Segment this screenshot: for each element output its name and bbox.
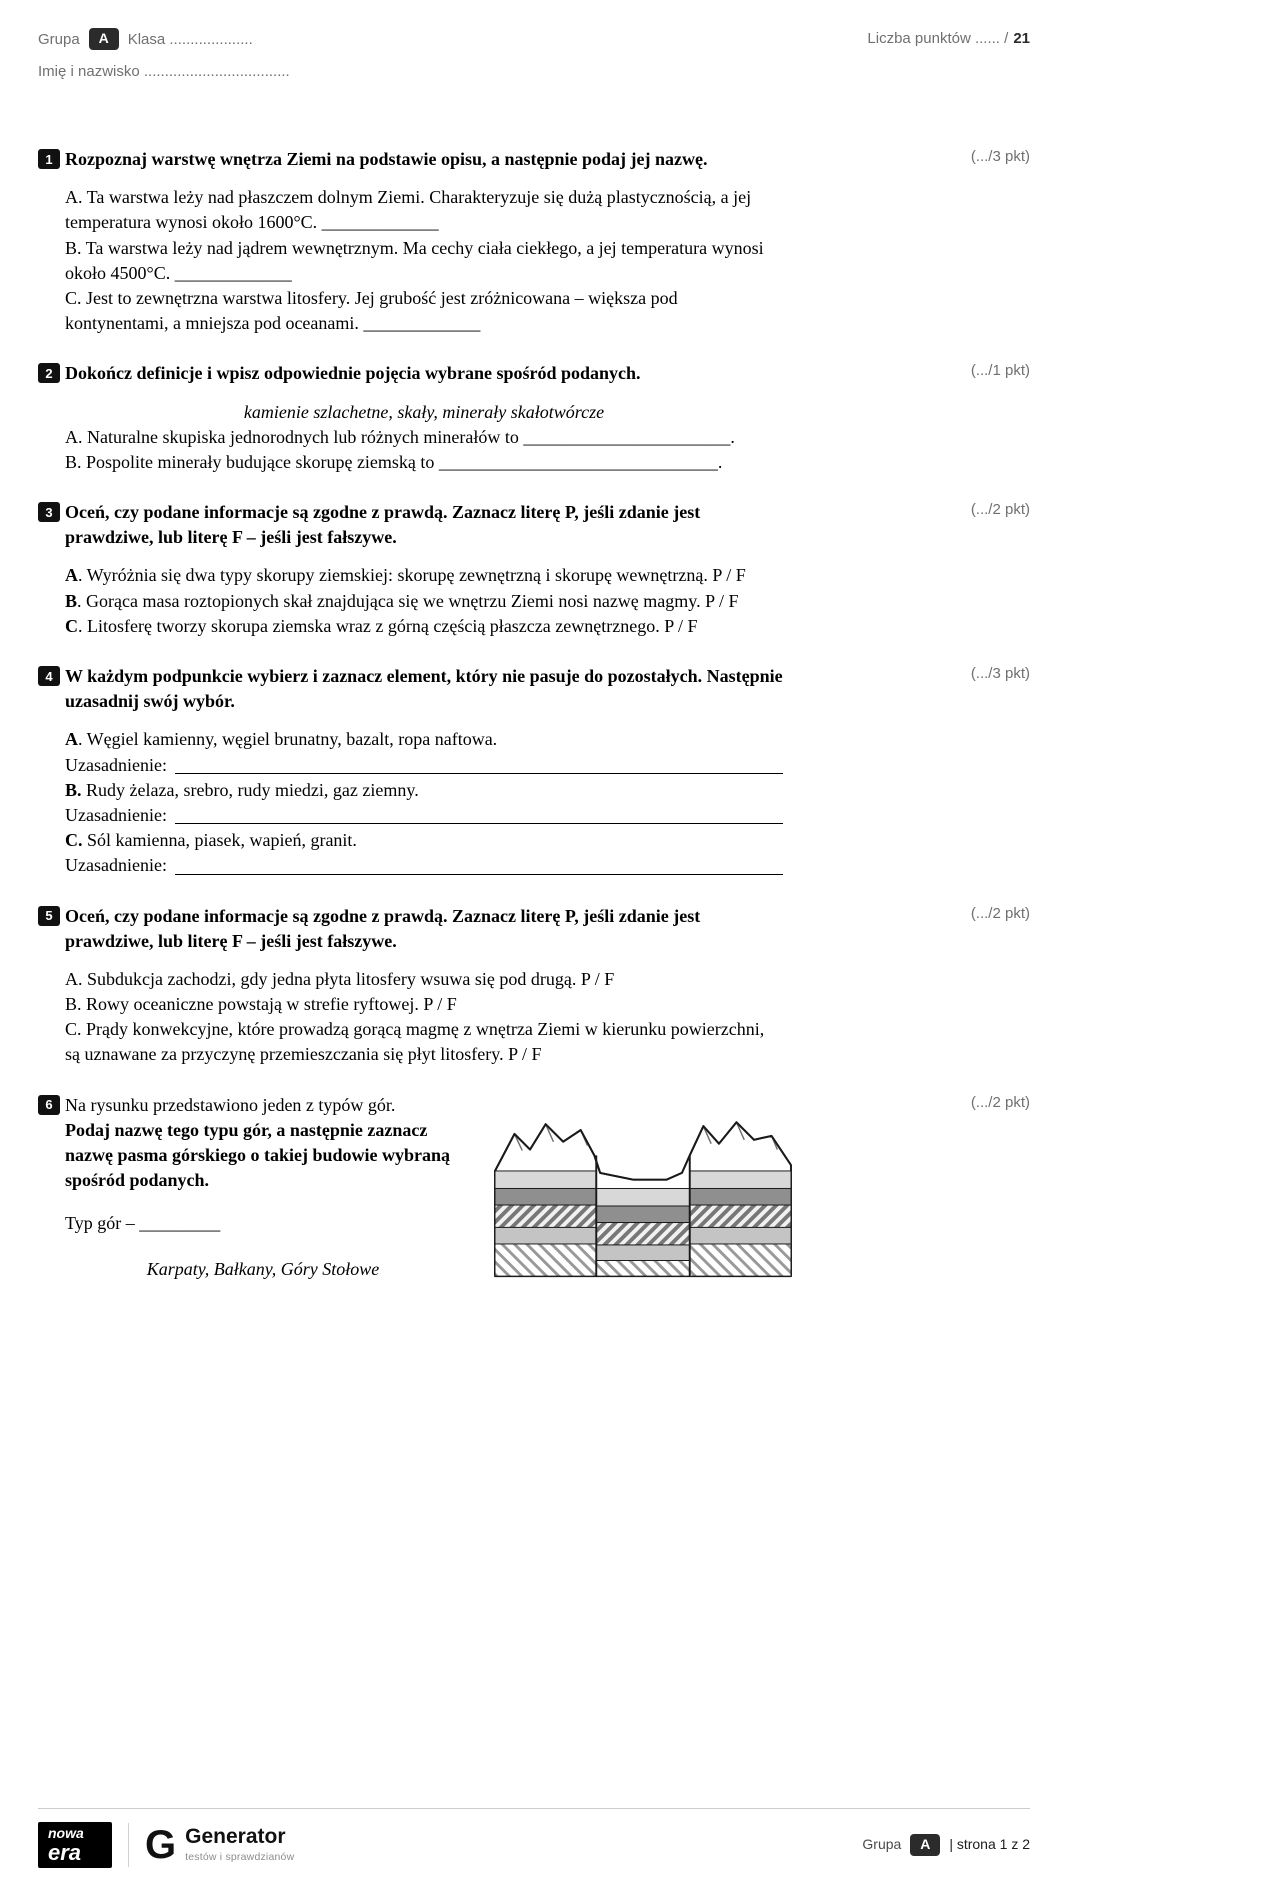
question-3-points: (.../2 pkt) [970, 501, 1030, 519]
generator-name: Generator [185, 1824, 286, 1848]
name-blank: Imię i nazwisko ................................... [38, 63, 290, 80]
q4-letter-c: C. [65, 830, 83, 851]
q4-text-c: Sól kamienna, piasek, wapień, granit. [82, 830, 357, 851]
q3-statement-c [65, 614, 783, 639]
question-3-number-badge: 3 [38, 502, 60, 522]
q4-justification-b [65, 803, 783, 828]
question-4 [38, 664, 1030, 879]
class-blank: Klasa .................... [127, 30, 253, 48]
q2-item-a: A. Naturalne skupiska jednorodnych lub różnych minerałów to _______________________. [65, 426, 735, 447]
header-left [38, 28, 290, 93]
question-6-points: (.../2 pkt) [970, 1093, 1030, 1111]
q2-item-b: B. Pospolite minerały budujące skorupę ziemską to _______________________________. [65, 451, 723, 472]
q3-letter-a: A [65, 565, 78, 586]
q4-item-b [65, 778, 783, 803]
question-5-number-badge: 5 [38, 906, 60, 926]
question-1-body [65, 185, 783, 336]
q4-text-a: . Węgiel kamienny, węgiel brunatny, bazalt, ropa naftowa. [78, 729, 498, 750]
q3-letter-b: B [65, 590, 78, 611]
mountain-diagram-image [487, 1095, 799, 1280]
question-6 [38, 1093, 1030, 1287]
generator-g-icon: G [145, 1823, 177, 1867]
q3-letter-c: C [65, 615, 78, 636]
footer-group-label: Grupa [862, 1836, 902, 1853]
generator-logo-text [185, 1826, 294, 1865]
question-5 [38, 904, 1030, 1068]
justification-label: Uzasadnienie: [65, 804, 167, 825]
q6-answer-blank: Typ gór – _________ [65, 1213, 221, 1234]
question-3 [38, 500, 1030, 639]
question-3-body [65, 563, 783, 639]
question-1-number-badge: 1 [38, 149, 60, 169]
answer-line [175, 823, 783, 824]
question-1-points: (.../3 pkt) [970, 148, 1030, 165]
q3-text-c: . Litosferę tworzy skorupa ziemska wraz z górną częścią płaszcza zewnętrznego. P / F [78, 615, 698, 636]
q4-justification-c [65, 853, 783, 878]
q4-letter-b: B. [65, 779, 82, 800]
footer-divider [128, 1823, 129, 1867]
q3-text-a: . Wyróżnia się dwa typy skorupy ziemskiej: skorupę zewnętrzną i skorupę wewnętrzną. P / F [78, 565, 746, 586]
question-6-body [65, 1093, 1030, 1287]
q5-statement-c: C. Prądy konwekcyjne, które prowadzą gorącą magmę z wnętrza Ziemi w kierunku powierzchni, są uznawane za przyczynę przemieszczania się płyt litosfery. P / F [65, 1019, 765, 1065]
q3-text-b: . Gorąca masa roztopionych skał znajdująca się we wnętrzu Ziemi nosi nazwę magmy. P / F [77, 590, 739, 611]
question-5-points: (.../2 pkt) [970, 904, 1030, 922]
question-3-title: Oceń, czy podane informacje są zgodne z prawdą. Zaznacz literę P, jeśli zdanie jest prawdziwe, lub literę F – jeśli jest fałszywe. [65, 502, 701, 548]
question-2-points: (.../1 pkt) [970, 362, 1030, 380]
question-4-body [65, 727, 783, 878]
page-header [38, 28, 1030, 93]
q4-item-c [65, 828, 783, 853]
question-4-points: (.../3 pkt) [970, 665, 1030, 682]
footer-page-info [862, 1834, 1030, 1856]
question-5-body [65, 967, 783, 1068]
page-number: | strona 1 z 2 [949, 1836, 1030, 1853]
q4-justification-a [65, 753, 783, 778]
nowa-era-logo [38, 1822, 112, 1868]
q5-statement-a: A. Subdukcja zachodzi, gdy jedna płyta litosfery wsuwa się pod drugą. P / F [65, 968, 615, 989]
nowa-era-logo-top: nowa [48, 1825, 84, 1841]
question-1 [38, 147, 1030, 336]
justification-label: Uzasadnienie: [65, 855, 167, 876]
q6-options: Karpaty, Bałkany, Góry Stołowe [146, 1258, 380, 1279]
q3-statement-b [65, 589, 783, 614]
q6-instruction: Podaj nazwę tego typu gór, a następnie zaznacz nazwę pasma górskiego o takiej budowie wybraną spośród podanych. [65, 1119, 451, 1191]
question-4-number-badge: 4 [38, 666, 60, 686]
q4-item-a [65, 727, 783, 752]
points-total: 21 [1013, 30, 1030, 47]
footer-group-badge: A [910, 1834, 940, 1856]
footer-logos [38, 1822, 294, 1868]
page-footer [38, 1808, 1030, 1868]
points-counter [867, 28, 1030, 49]
q1-item-b: B. Ta warstwa leży nad jądrem wewnętrznym. Ma cechy ciała ciekłego, a jej temperatura wynosi około 4500°C. _____________ [65, 237, 764, 283]
q4-text-b: Rudy żelaza, srebro, rudy miedzi, gaz ziemny. [81, 779, 419, 800]
q1-item-c: C. Jest to zewnętrzna warstwa litosfery. Jej grubość jest zróżnicowana – większa pod kontynentami, a mniejsza pod oceanami. _____________ [65, 287, 678, 334]
q5-statement-b: B. Rowy oceaniczne powstają w strefie ryftowej. P / F [65, 994, 457, 1015]
name-row [38, 61, 290, 82]
generator-subtitle: testów i sprawdzianów [185, 1850, 295, 1863]
question-2-body [65, 400, 783, 476]
question-6-number-badge: 6 [38, 1095, 60, 1115]
nowa-era-logo-bottom: era [48, 1840, 82, 1865]
question-2 [38, 361, 1030, 475]
q6-intro: Na rysunku przedstawiono jeden z typów gór. [65, 1094, 396, 1115]
question-6-text-column [65, 1093, 461, 1282]
group-badge: A [89, 28, 119, 50]
generator-logo [145, 1823, 295, 1867]
q2-word-bank: kamienie szlachetne, skały, minerały skałotwórcze [243, 401, 605, 422]
mountain-figure [487, 1095, 799, 1287]
questions-list [38, 147, 1030, 1287]
answer-line [175, 773, 783, 774]
question-4-title: W każdym podpunkcie wybierz i zaznacz element, który nie pasuje do pozostałych. Następnie uzasadnij swój wybór. [65, 666, 783, 712]
justification-label: Uzasadnienie: [65, 754, 167, 775]
q4-letter-a: A [65, 729, 78, 750]
group-label: Grupa [38, 30, 80, 48]
answer-line [175, 874, 783, 875]
q1-item-a: A. Ta warstwa leży nad płaszczem dolnym Ziemi. Charakteryzuje się dużą plastycznością, a jej temperatura wynosi około 1600°C. _____________ [65, 187, 752, 233]
question-2-number-badge: 2 [38, 363, 60, 383]
question-2-title: Dokończ definicje i wpisz odpowiednie pojęcia wybrane spośród podanych. [65, 363, 641, 384]
question-1-title: Rozpoznaj warstwę wnętrza Ziemi na podstawie opisu, a następnie podaj jej nazwę. [65, 149, 708, 169]
q3-statement-a [65, 563, 783, 588]
group-class-row [38, 28, 290, 50]
question-5-title: Oceń, czy podane informacje są zgodne z prawdą. Zaznacz literę P, jeśli zdanie jest prawdziwe, lub literę F – jeśli jest fałszywe. [65, 905, 701, 951]
points-label: Liczba punktów ...... / [867, 30, 1009, 47]
